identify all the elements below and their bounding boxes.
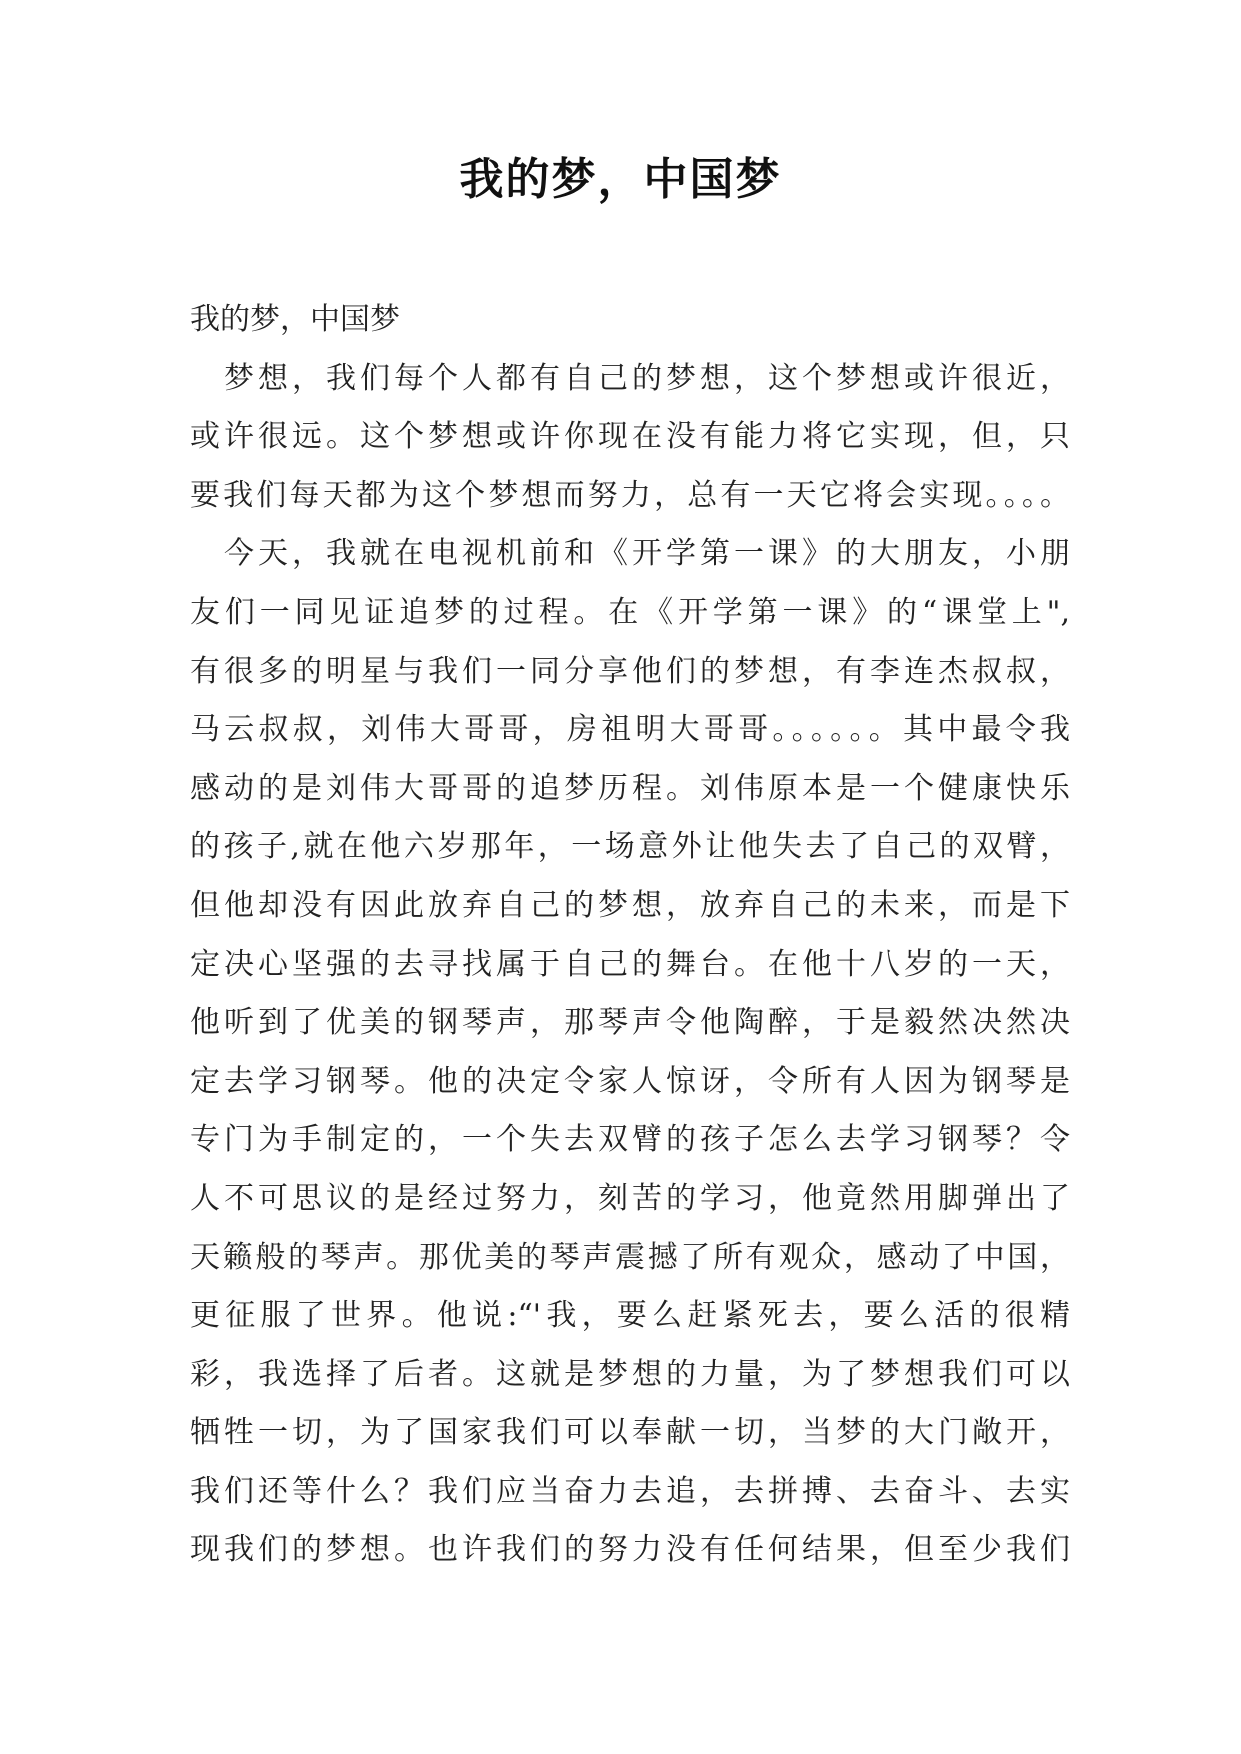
body-line: 但他却没有因此放弃自己的梦想，放弃自己的未来，而是下: [190, 887, 1070, 923]
body-line: 现我们的梦想。也许我们的努力没有任何结果，但至少我们: [190, 1532, 1070, 1568]
document-body: [190, 291, 1070, 1580]
body-line: 定决心坚强的去寻找属于自己的舞台。在他十八岁的一天，: [190, 946, 1070, 982]
body-line: 的孩子,就在他六岁那年，一场意外让他失去了自己的双臂，: [190, 829, 1070, 865]
body-line: 今天，我就在电视机前和《开学第一课》的大朋友，小朋: [190, 536, 1070, 572]
document-title: 我的梦，中国梦: [459, 154, 782, 205]
body-line: 牺牲一切，为了国家我们可以奉献一切，当梦的大门敞开，: [190, 1415, 1070, 1451]
body-line-heading: 我的梦，中国梦: [190, 302, 400, 337]
body-line: 他听到了优美的钢琴声，那琴声令他陶醉，于是毅然决然决: [190, 1005, 1070, 1041]
body-line: 梦想，我们每个人都有自己的梦想，这个梦想或许很近，: [190, 360, 1070, 396]
body-line: 马云叔叔，刘伟大哥哥，房祖明大哥哥。。。。。。其中最令我: [190, 712, 1070, 748]
body-line: 要我们每天都为这个梦想而努力，总有一天它将会实现。。。。: [190, 477, 1070, 513]
body-line: 有很多的明星与我们一同分享他们的梦想，有李连杰叔叔，: [190, 653, 1070, 689]
body-line: 友们一同见证追梦的过程。在《开学第一课》的“课堂上",: [190, 594, 1070, 630]
body-line: 定去学习钢琴。他的决定令家人惊讶，令所有人因为钢琴是: [190, 1063, 1070, 1099]
body-line: 感动的是刘伟大哥哥的追梦历程。刘伟原本是一个健康快乐: [190, 770, 1070, 806]
body-line: 更征服了世界。他说:“'我，要么赶紧死去，要么活的很精: [190, 1298, 1070, 1334]
body-line: 天籁般的琴声。那优美的琴声震撼了所有观众，感动了中国，: [190, 1239, 1070, 1275]
body-line: 人不可思议的是经过努力，刻苦的学习，他竟然用脚弹出了: [190, 1180, 1070, 1216]
body-line: 或许很远。这个梦想或许你现在没有能力将它实现，但，只: [190, 419, 1070, 455]
body-line: 我们还等什么？我们应当奋力去追，去拼搏、去奋斗、去实: [190, 1473, 1070, 1509]
body-line: 彩，我选择了后者。这就是梦想的力量，为了梦想我们可以: [190, 1356, 1070, 1392]
body-line: 专门为手制定的，一个失去双臂的孩子怎么去学习钢琴？令: [190, 1122, 1070, 1158]
